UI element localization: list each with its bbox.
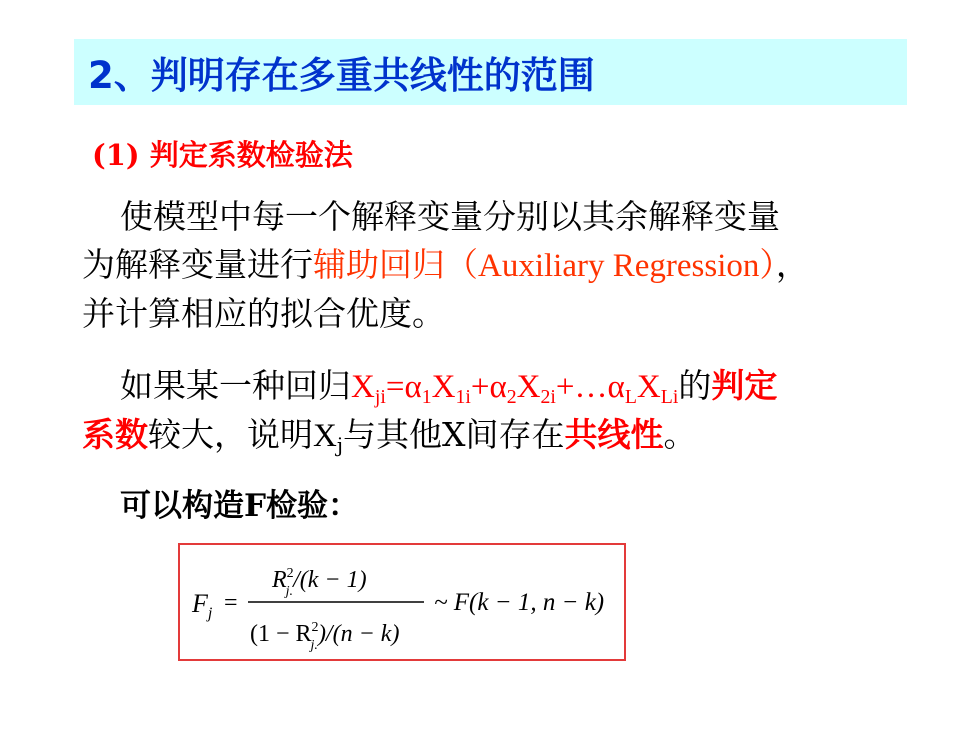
auxiliary-regression-term: 辅助回归（Auxiliary Regression） [313,248,776,284]
formula-equals: = [224,590,238,616]
p2-line2-end: 。 [663,415,697,454]
p2-line2-b: 与其他X间存在 [342,415,565,454]
term-determination: 判定 [711,366,778,405]
formula-lhs: $F_j$ [192,589,213,622]
p1-line2-pre: 为解释变量进行 [82,245,313,284]
slide-title: 2、判明存在多重共线性的范围 [88,54,595,97]
p2-line2-j: j [336,433,343,457]
formula-denominator: ($1 - R^2$ j.)/(n − k) [250,620,400,653]
p2-mid: 的 [678,366,712,405]
paragraph-auxiliary-regression [82,193,809,338]
p2-pre: 如果某一种回归 [120,366,351,405]
formula-rhs: ~ F(k − 1, n − k) [434,589,605,616]
formula-numerator: $R^2$ j./(k − 1) [272,566,367,599]
p1-line1: 使模型中每一个解释变量分别以其余解释变量 [120,197,780,236]
title-bar [74,39,907,105]
p1-line3: 并计算相应的拟合优度。 [82,294,445,333]
subheading: (1) 判定系数检验法 [92,138,353,172]
paragraph-determination-coefficient [82,362,777,460]
term-collinearity: 共线性 [564,415,664,454]
f-statistic-formula [180,545,624,659]
p2-line2-a: 较大，说明X [148,418,337,454]
f-test-label: 可以构造F检验： [120,488,360,524]
p1-line2 [82,241,809,290]
formula-box [178,543,626,661]
term-coefficient: 系数 [82,415,148,454]
regression-equation: $X_{ji}=\alpha_1X_{1i}+\alpha_2X_{2i}+\dots\alpha_LX_{Li}$ [351,369,679,408]
p2-line2 [82,411,777,460]
p1-line2-post: ， [775,245,809,284]
p2-line1 [82,362,777,411]
